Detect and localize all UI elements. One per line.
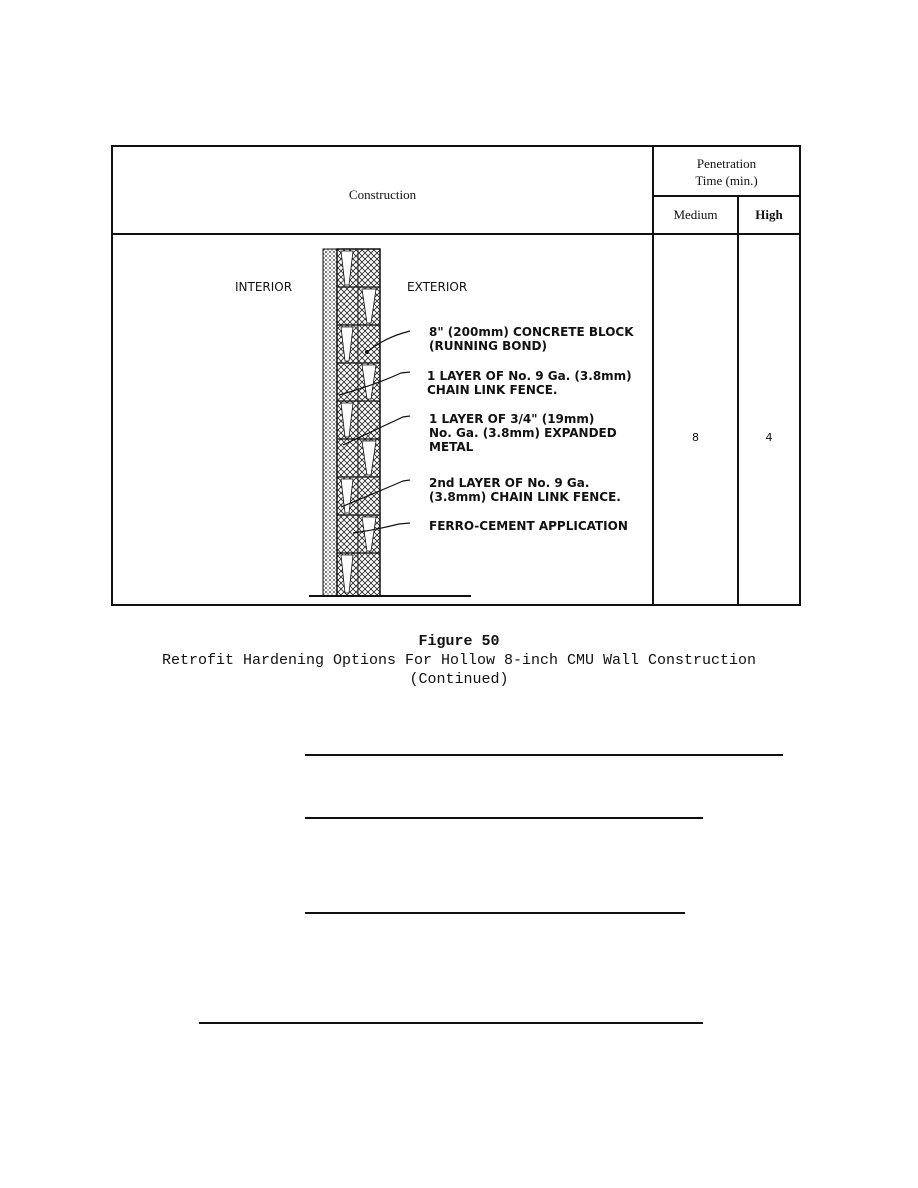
header-medium: Medium <box>673 207 718 222</box>
header-high: High <box>755 207 783 222</box>
blank-line-2 <box>305 817 703 819</box>
callout-chain-link-fence-2: 2nd LAYER OF No. 9 Ga. (3.8mm) CHAIN LINK FENCE. <box>429 476 621 504</box>
callout-expanded-metal: 1 LAYER OF 3/4" (19mm) No. Ga. (3.8mm) EXPANDED METAL <box>429 412 617 454</box>
blank-line-4 <box>199 1022 703 1024</box>
blank-line-3 <box>305 912 685 914</box>
header-construction: Construction <box>348 187 417 202</box>
callout-chain-link-fence-1: 1 LAYER OF No. 9 Ga. (3.8mm) CHAIN LINK FENCE. <box>427 369 632 397</box>
blank-line-1 <box>305 754 783 756</box>
figure-caption <box>0 632 918 689</box>
value-high: 4 <box>765 431 773 444</box>
exterior-label: EXTERIOR <box>407 280 468 294</box>
col-divider-medium-high <box>737 196 739 604</box>
callout-ferro-cement: FERRO-CEMENT APPLICATION <box>429 519 628 533</box>
header-penetration-time: Penetration Time (min.) <box>695 156 758 188</box>
ferro-cement-layer <box>323 249 337 596</box>
construction-table <box>111 145 801 606</box>
penetration-subheader-line <box>652 195 799 197</box>
figure-subtitle: (Continued) <box>409 671 509 688</box>
figure-title: Retrofit Hardening Options For Hollow 8-inch CMU Wall Construction <box>161 652 757 669</box>
figure-number: Figure 50 <box>418 633 500 650</box>
callout-concrete-block: 8" (200mm) CONCRETE BLOCK (RUNNING BOND) <box>429 325 634 353</box>
value-medium: 8 <box>692 431 699 444</box>
interior-label: INTERIOR <box>235 280 293 294</box>
